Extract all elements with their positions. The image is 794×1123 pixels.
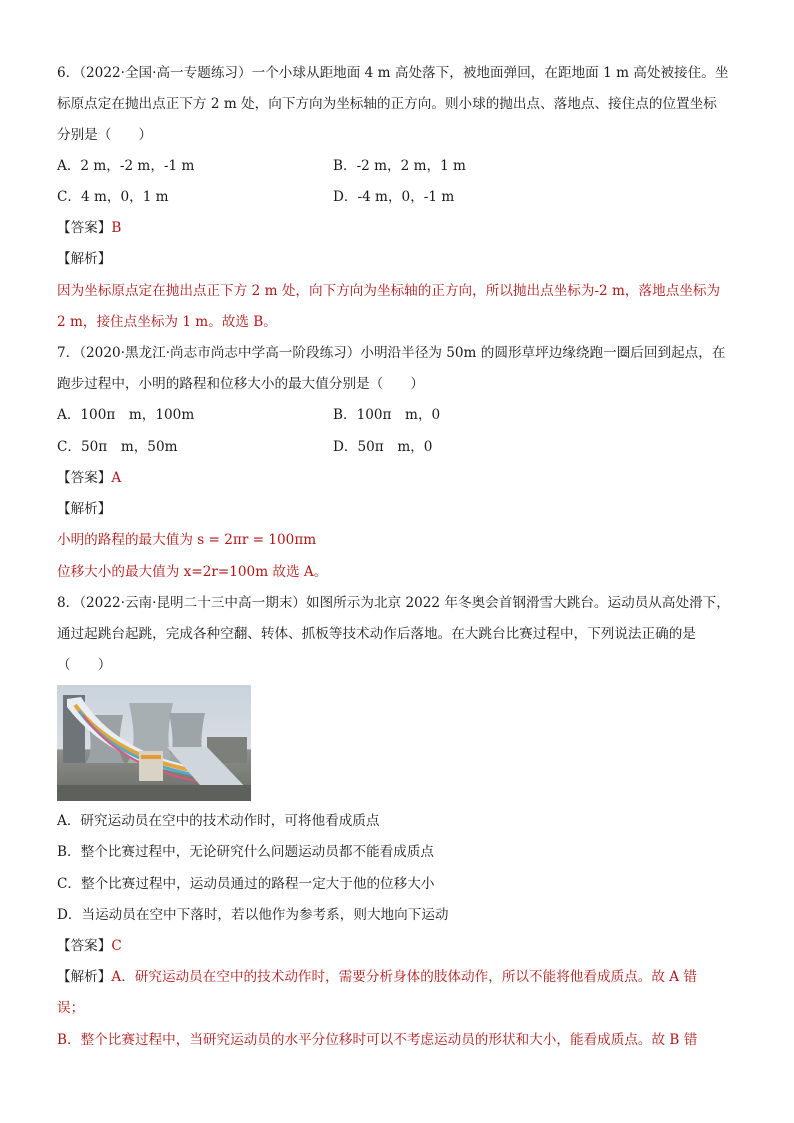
q6-option-d: D．-4 m，0，-1 m	[333, 189, 455, 205]
answer-label: 【答案】	[57, 938, 112, 954]
ski-jump-illustration	[57, 685, 251, 801]
q8-option-c: C．整个比赛过程中，运动员通过的路程一定大于他的位移大小	[57, 876, 435, 892]
ground	[57, 785, 251, 801]
q7-option-a: A．100π m，100m	[57, 407, 195, 423]
q8-analysis-line-1	[57, 968, 697, 986]
q7-answer	[57, 469, 121, 487]
q7-stem-line-2: 跑步过程中，小明的路程和位移大小的最大值分别是（ ）	[57, 376, 425, 392]
q8-option-a: A．研究运动员在空中的技术动作时，可将他看成质点	[57, 813, 380, 829]
analysis-label: 【解析】	[57, 969, 112, 985]
q8-analysis-line-2: 误；	[57, 1000, 85, 1016]
ski-jump-photo	[57, 685, 251, 801]
q7-option-c: C．50π m，50m	[57, 439, 178, 455]
q6-stem-line-3: 分别是（ ）	[57, 127, 153, 143]
tower-stripe	[141, 755, 161, 759]
answer-value: B	[111, 220, 122, 236]
q6-answer	[57, 219, 121, 237]
answer-label: 【答案】	[57, 470, 112, 486]
q8-analysis-line-3: B．整个比赛过程中，当研究运动员的水平分位移时可以不考虑运动员的形状和大小，能看成质点。故 B 错	[57, 1032, 698, 1048]
q8-option-b: B．整个比赛过程中，无论研究什么问题运动员都不能看成质点	[57, 844, 435, 860]
q6-analysis-line-2: 2 m，接住点坐标为 1 m。故选 B。	[57, 314, 277, 330]
answer-value: A	[111, 470, 122, 486]
q8-stem-line-3: （ ）	[57, 657, 112, 673]
q7-option-d: D．50π m，0	[333, 439, 433, 455]
q7-analysis-line-2: 位移大小的最大值为 x=2r=100m 故选 A。	[57, 564, 328, 580]
analysis-text: A．研究运动员在空中的技术动作时，需要分析身体的肢体动作，所以不能将他看成质点。故 A 错	[111, 969, 697, 985]
q8-stem-line-2: 通过起跳台起跳，完成各种空翻、转体、抓板等技术动作后落地。在大跳台比赛过程中，下列说法正确的是	[57, 626, 696, 642]
q7-stem-line-1: 7．（2020·黑龙江·尚志市尚志中学高一阶段练习）小明沿半径为 50m 的圆形草坪边缘绕跑一圈后回到起点，在	[57, 345, 726, 361]
q6-stem-line-2: 标原点定在抛出点正下方 2 m 处，向下方向为坐标轴的正方向。则小球的抛出点、落地点、接住点的位置坐标	[57, 96, 717, 112]
q6-analysis-label: 【解析】	[57, 251, 112, 267]
q7-option-b: B．100π m，0	[333, 407, 441, 423]
q7-analysis-line-1: 小明的路程的最大值为 s = 2πr = 100πm	[57, 532, 317, 548]
q8-option-d: D．当运动员在空中下落时，若以他作为参考系，则大地向下运动	[57, 907, 449, 923]
q8-stem-line-1: 8．（2022·云南·昆明二十三中高一期末）如图所示为北京 2022 年冬奥会首钢滑雪大跳台。运动员从高处滑下，	[57, 595, 730, 611]
q8-answer	[57, 937, 122, 955]
q6-option-b: B．-2 m，2 m，1 m	[333, 158, 466, 174]
q6-option-c: C．4 m，0，1 m	[57, 189, 169, 205]
q7-analysis-label: 【解析】	[57, 501, 112, 517]
answer-value: C	[111, 938, 122, 954]
answer-label: 【答案】	[57, 220, 112, 236]
q6-analysis-line-1: 因为坐标原点定在抛出点正下方 2 m 处，向下方向为坐标轴的正方向，所以抛出点坐标为-2 m，落地点坐标为	[57, 283, 721, 299]
q6-stem-line-1: 6．（2022·全国·高一专题练习）一个小球从距地面 4 m 高处落下，被地面弹回，在距地面 1 m 高处被接住。坐	[57, 65, 729, 81]
q6-option-a: A．2 m，-2 m，-1 m	[57, 158, 195, 174]
